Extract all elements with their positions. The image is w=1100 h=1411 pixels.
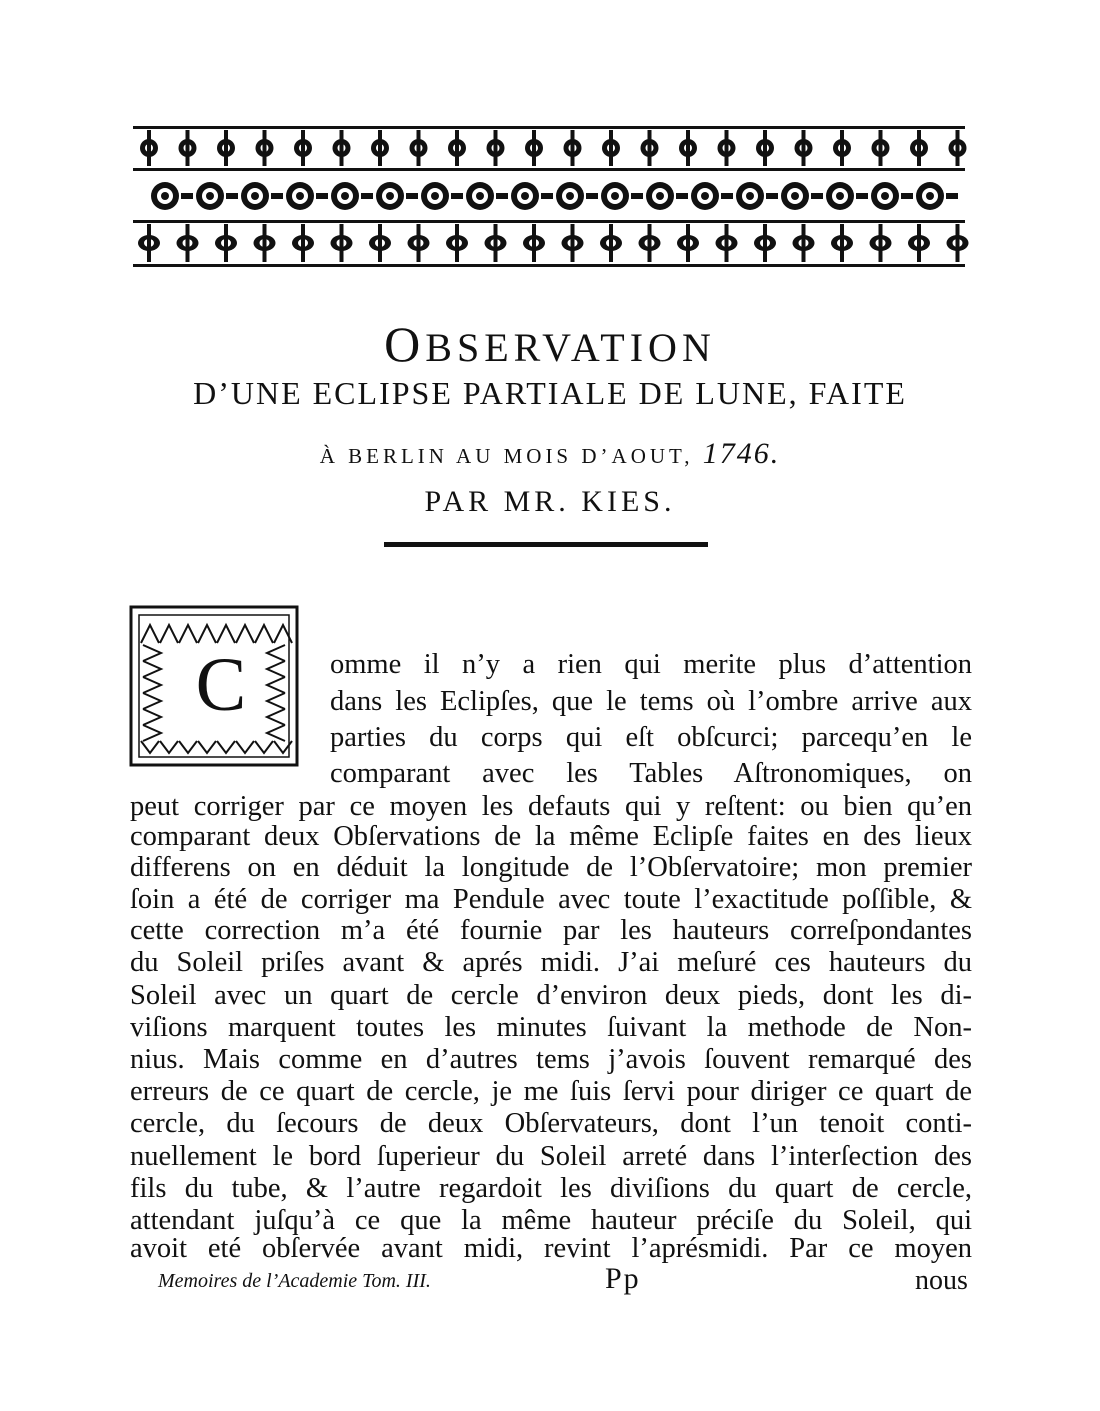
- header-ornament-band: [125, 118, 973, 273]
- title-rule: [384, 542, 708, 547]
- author-line: PAR MR. KIES.: [424, 485, 676, 518]
- text-line: dans les Eclipſes, que le tems où l’ombre arrive aux: [330, 686, 972, 717]
- text-line: cette correction m’a été fournie par les hauteurs correſpondantes: [130, 915, 972, 946]
- ornament-row-bottom: [133, 220, 969, 267]
- ornament-row-middle: [151, 182, 958, 210]
- page-subtitle: D’UNE ECLIPSE PARTIALE DE LUNE, FAITE: [193, 375, 907, 411]
- text-line: peut corriger par ce moyen les defauts qui y reſtent: ou bien qu’en: [130, 791, 972, 822]
- text-line: fils du tube, & l’autre regardoit les diviſions du quart de cercle,: [130, 1173, 972, 1204]
- text-line: ſoin a été de corriger ma Pendule avec toute l’exactitude poſſible, &: [130, 884, 972, 915]
- text-line: Soleil avec un quart de cercle d’environ deux pieds, dont les di-: [130, 980, 972, 1011]
- text-line: parties du corps qui eſt obſcurci; parcequ’en le: [330, 722, 972, 753]
- catchword: nous: [915, 1265, 968, 1296]
- text-line: nuellement le bord ſuperieur du Soleil arreté dans l’interſection des: [130, 1141, 972, 1172]
- drop-cap-initial: C: [185, 645, 257, 725]
- text-line: comparant avec les Tables Aſtronomiques, on: [330, 758, 972, 789]
- text-line: nius. Mais comme en d’autres tems j’avois ſouvent remarqué des: [130, 1044, 972, 1075]
- text-line: avoit eté obſervée avant midi, revint l’aprésmidi. Par ce moyen: [130, 1233, 972, 1264]
- text-line: omme il n’y a rien qui merite plus d’attention: [330, 649, 972, 680]
- text-line: attendant juſqu’à ce que la même hauteur préciſe du Soleil, qui: [130, 1205, 972, 1236]
- ornament-row-top: [133, 126, 967, 171]
- place-and-date: À BERLIN AU MOIS D’AOUT, 1746.: [319, 437, 781, 470]
- source-footnote: Memoires de l’Academie Tom. III.: [158, 1270, 431, 1292]
- text-line: comparant deux Obſervations de la même Eclipſe faites en des lieux: [130, 821, 972, 852]
- signature-mark: Pp: [605, 1262, 641, 1295]
- text-line: differens on en déduit la longitude de l’Obſervatoire; mon premier: [130, 852, 972, 883]
- text-line: viſions marquent toutes les minutes ſuivant la methode de Non-: [130, 1012, 972, 1043]
- text-line: erreurs de ce quart de cercle, je me ſuis ſervi pour diriger ce quart de: [130, 1076, 972, 1107]
- text-line: du Soleil priſes avant & aprés midi. J’ai meſuré ces hauteurs du: [130, 947, 972, 978]
- page-title: OBSERVATION: [384, 316, 716, 372]
- text-line: cercle, du ſecours de deux Obſervateurs, dont l’un tenoit conti-: [130, 1108, 972, 1139]
